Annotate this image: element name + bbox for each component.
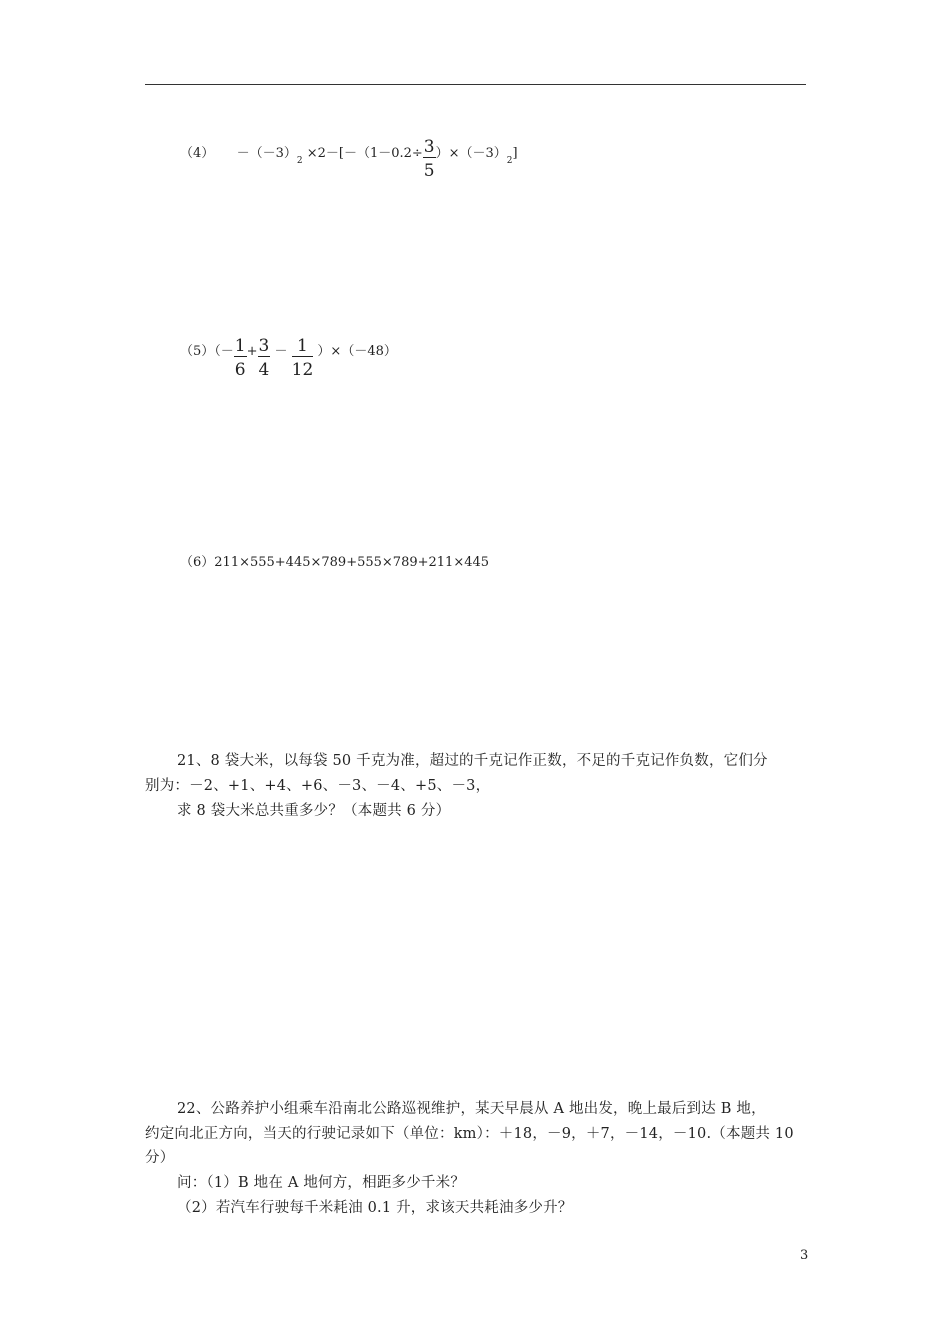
fraction-numerator: 3 — [423, 137, 435, 157]
fraction-denominator: 6 — [234, 360, 246, 380]
problem-5-fraction-2 — [258, 337, 271, 383]
problem-4 — [180, 137, 518, 188]
problem-4-part4: ] — [512, 146, 518, 161]
problem-5-tail: ）×（－48） — [317, 344, 397, 359]
problem-4-label: （4） — [180, 146, 215, 161]
q22-line-4: 问：（1）B 地在 A 地何方，相距多少千米？ — [177, 1175, 466, 1191]
fraction-numerator: 1 — [234, 336, 246, 356]
problem-4-fraction — [423, 138, 436, 184]
problem-5-label: （5）（－ — [180, 344, 234, 359]
problem-4-part1: －（－3） — [236, 146, 297, 161]
problem-6: （6）211×555+445×789+555×789+211×445 — [180, 555, 490, 570]
fraction-denominator: 4 — [258, 360, 270, 380]
problem-4-exponent-2: 2 — [506, 156, 513, 166]
fraction-numerator: 1 — [292, 337, 314, 357]
problem-5-fraction-3 — [292, 337, 314, 383]
fraction-denominator: 5 — [423, 161, 435, 181]
q22-line-2: 约定向北正方向，当天的行驶记录如下（单位：km）：＋18，－9，＋7，－14，－10.（本题共 10 — [145, 1126, 794, 1142]
q22-line-5: （2）若汽车行驶每千米耗油 0.1 升，求该天共耗油多少升？ — [177, 1200, 573, 1216]
q22-line-3: 分） — [145, 1150, 175, 1166]
problem-5-fraction-1 — [234, 337, 247, 383]
problem-4-part3: ）×（－3） — [435, 146, 507, 161]
fraction-numerator: 3 — [258, 336, 270, 356]
page-number: 3 — [800, 1248, 809, 1263]
problem-5 — [180, 336, 397, 386]
problem-5-minus: － — [274, 344, 288, 359]
q21-line-3: 求 8 袋大米总共重多少？（本题共 6 分） — [177, 803, 451, 819]
q21-line-2: 别为：－2、+1、+4、+6、－3、－4、+5、－3， — [145, 778, 491, 794]
problem-4-exponent-1: 2 — [296, 156, 303, 166]
q22-line-1: 22、公路养护小组乘车沿南北公路巡视维护，某天早晨从 A 地出发，晚上最后到达 B 地， — [177, 1101, 766, 1117]
problem-5-plus: + — [246, 344, 258, 359]
q21-line-1: 21、8 袋大米，以每袋 50 千克为准，超过的千克记作正数，不足的千克记作负数，它们分 — [177, 753, 768, 769]
fraction-denominator: 12 — [291, 360, 314, 380]
problem-4-part2: ×2－[－（1－0.2÷ — [306, 146, 423, 161]
header-rule — [145, 84, 806, 85]
